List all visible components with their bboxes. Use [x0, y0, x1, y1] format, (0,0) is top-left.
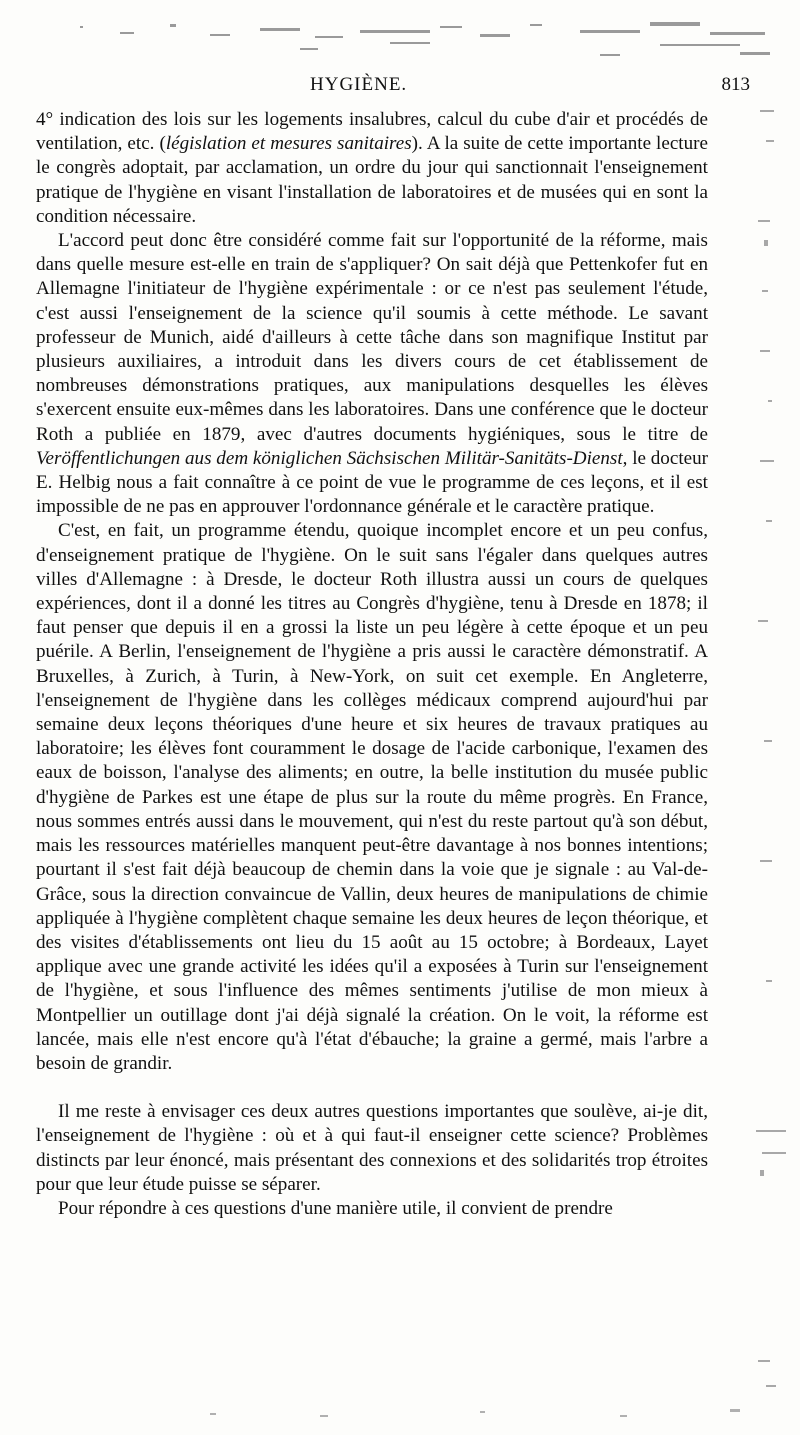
- page-number: 813: [721, 74, 750, 95]
- paragraph-p2: [36, 229, 708, 519]
- paragraph-p4: [36, 1100, 708, 1197]
- text-segment: L'accord peut donc être considéré comme fait sur l'opportunité de la réforme, mais dans quelle mesure est-elle en train de s'appliquer? On sait déjà que Pettenkofer fut en Allemagne l'initiateur de l'hygiène expérimentale : or ce n'est pas seulement l'étude, c'est aussi l'enseignement de la science qu'il soumis à cette méthode. Le savant professeur de Munich, aidé d'ailleurs à cette tâche dans son magnifique Institut par plusieurs auxiliaires, a introduit dans les divers cours de cet établissement de nombreuses démonstrations pratiques, aux manipulations desquelles les élèves s'exercent ensuite eux-mêmes dans les laboratoires. Dans une conférence que le docteur Roth a publiée en 1879, avec d'autres documents hygiéniques, sous le titre de: [36, 230, 708, 445]
- paragraph-p1: [36, 108, 708, 229]
- italic-text: législation et mesures sanitaires: [165, 133, 412, 155]
- paragraph-p5: [36, 1197, 708, 1221]
- text-segment: , le docteur E. Helbig nous a fait connaître à ce point de vue le programme de ces leçons, et il est impossible de ne pas en approuver l'ordonnance générale et le caractère pratique.: [36, 447, 709, 518]
- paragraph-p3: [36, 519, 708, 1076]
- running-head: [40, 74, 750, 100]
- body-text: [36, 108, 708, 1221]
- text-segment: ). A la suite de cette importante lecture le congrès adoptait, par acclamation, un ordre du jour qui sanctionnait l'enseignement pratique de l'hygiène en visant l'installation de laboratoires et de musées qui en sont la condition nécessaire.: [36, 133, 708, 227]
- scan-noise-top: [60, 18, 780, 68]
- text-segment: C'est, en fait, un programme étendu, quoique incomplet encore et un peu confus, d'enseignement pratique de l'hygiène. On le suit sans l'égaler dans quelques autres villes d'Allemagne : à Dresde, le docteur Roth illustra aussi un cours de quelques expériences, dont il a donné les titres au Congrès d'hygiène, tenu à Dresde en 1878; il faut penser que depuis il en a grossi la liste un peu légère à cette époque et un peu puérile. A Berlin, l'enseignement de l'hygiène a pris aussi le caractère démonstratif. A Bruxelles, à Zurich, à Turin, à New-York, on suit cet exemple. En Angleterre, l'enseignement de l'hygiène dans les collèges médicaux comprend aujourd'hui par semaine deux leçons théoriques d'une heure et six heures de travaux pratiques au laboratoire; les élèves font couramment le dosage de l'acide carbonique, l'examen des eaux de boisson, l'analyse des aliments; en outre, la belle institution du musée public d'hygiène de Parkes est une étape de plus sur la route du même progrès. En France, nous sommes entrés aussi dans le mouvement, qui n'est du reste partout qu'à son début, mais les ressources matérielles manquent peut-être davantage à nos bonnes intentions; pourtant il s'est fait déjà beaucoup de chemin dans la voie que je signale : au Val-de-Grâce, sous la direction convaincue de Vallin, deux heures de manipulations de chimie appliquée à l'hygiène complètent chaque semaine les deux heures de leçon théorique, et des visites d'établissements ont lieu du 15 août au 15 octobre; à Bordeaux, Layet applique avec une grande activité les idées qu'il a exposées à Turin sur l'enseignement de l'hygiène, et sous l'influence des mêmes sentiments j'utilise de mon mieux à Montpellier un outillage dont j'ai déjà signalé la création. On le voit, la réforme est lancée, mais elle n'est encore qu'à l'état d'ébauche; la graine a germé, mais l'arbre a besoin de grandir.: [36, 520, 708, 1074]
- scan-noise-margin: [740, 100, 800, 1400]
- section-gap: [36, 1076, 708, 1100]
- running-title: HYGIÈNE.: [310, 74, 408, 95]
- scan-noise-bottom: [200, 1405, 760, 1425]
- text-segment: 4° indication des lois sur les logements insalubres, calcul du cube d'air et procédés de ventilation, etc. (: [36, 109, 708, 155]
- italic-text: Veröffentlichungen aus dem königlichen Sächsischen Militär-Sanitäts-Dienst: [36, 447, 623, 469]
- text-segment: Pour répondre à ces questions d'une manière utile, il convient de prendre: [58, 1197, 613, 1219]
- text-segment: Il me reste à envisager ces deux autres questions importantes que soulève, ai-je dit, l'enseignement de l'hygiène : où et à qui faut-il enseigner cette science? Problèmes distincts par leur énoncé, mais présentant des connexions et des solidarités trop étroites pour que leur étude puisse se séparer.: [36, 1101, 708, 1195]
